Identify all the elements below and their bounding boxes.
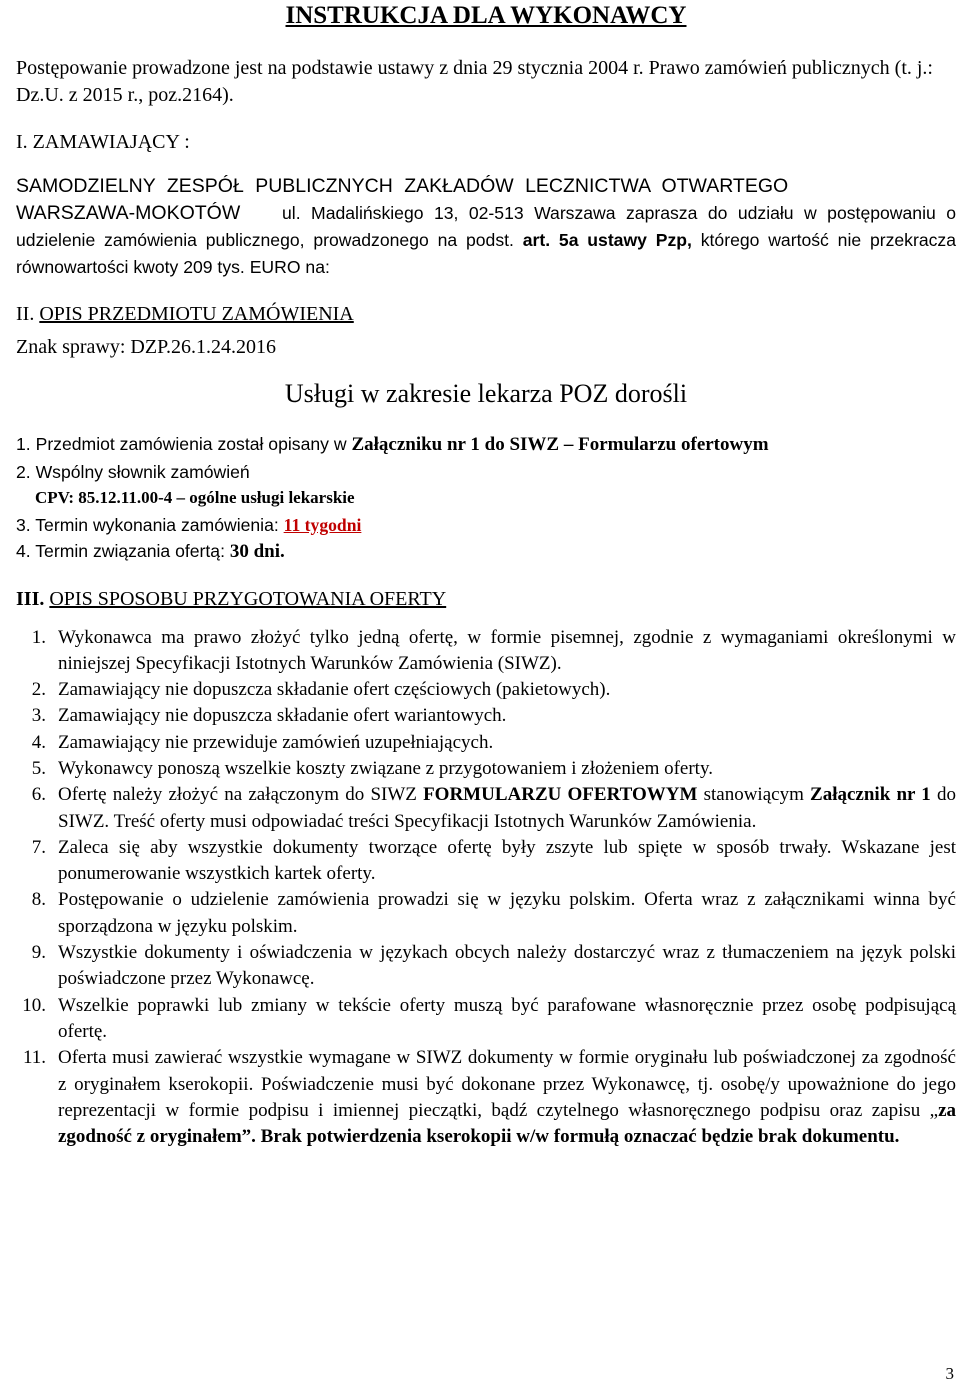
org-name-line — [16, 173, 956, 200]
intro-paragraph: Postępowanie prowadzone jest na podstawie ustawy z dnia 29 stycznia 2004 r. Prawo zamówień publicznych (t. j.: Dz.U. z 2015 r., poz.2164). — [16, 57, 933, 106]
section-3-title: OPIS SPOSOBU PRZYGOTOWANIA OFERTY — [49, 587, 447, 610]
item-bold-text: Załączniku nr 1 do SIWZ – Formularzu ofertowym — [351, 434, 769, 455]
item-number: 2. — [16, 461, 31, 482]
section-2-heading — [16, 303, 956, 326]
item-bold-text: FORMULARZU OFERTOWYM — [423, 784, 698, 806]
item-number: 10. — [22, 994, 46, 1016]
item-number: 1. — [31, 626, 46, 648]
section-2-title: OPIS PRZEDMIOTU ZAMÓWIENIA — [39, 303, 354, 325]
list-item — [16, 431, 956, 459]
org-name-line-1: SAMODZIELNY ZESPÓŁ PUBLICZNYCH ZAKŁADÓW LECZNICTWA OTWARTEGO — [16, 175, 789, 197]
item-text: stanowiącym — [697, 784, 811, 806]
section-2-number: II. — [16, 303, 35, 325]
list-item — [16, 677, 956, 703]
list-item — [16, 512, 956, 539]
list-item — [16, 756, 956, 782]
list-item — [16, 538, 956, 566]
item-number: 3. — [31, 705, 46, 727]
item-number: 3. — [16, 514, 31, 535]
list-item — [16, 993, 956, 1046]
section-2-list — [16, 431, 956, 566]
item-text: Zaleca się aby wszystkie dokumenty tworzące ofertę były zszyte lub spięte w sposób trwały. Wskazane jest ponumerowanie wszystkich kartek oferty. — [58, 836, 956, 885]
legal-basis: art. 5a ustawy Pzp, — [522, 230, 692, 250]
item-number: 4. — [31, 731, 46, 753]
item-text: Wspólny słownik zamówień — [35, 461, 250, 482]
section-1-body — [16, 173, 956, 281]
item-text: Zamawiający nie dopuszcza składanie ofert wariantowych. — [58, 705, 507, 727]
item-text: Oferta musi zawierać wszystkie wymagane w SIWZ dokumenty w formie oryginału lub poświadczonej za zgodność z oryginałem kserokopii. Poświadczenie musi być dokonane przez Wykonawcę, tj. osobę/y upoważnione do jego reprezentacji w formie podpisu i imiennej pieczątki, bądź czytelnego własnoręcznego podpisu oraz zapisu „ — [58, 1047, 956, 1121]
item-text: Wykonawca ma prawo złożyć tylko jedną ofertę, w formie pisemnej, zgodnie z wymaganiami określonymi w niniejszej Specyfikacji Istotnych Warunków Zamówienia (SIWZ). — [58, 626, 956, 674]
case-number: Znak sprawy: DZP.26.1.24.2016 — [16, 336, 276, 358]
item-bold-text: za zgodność z oryginałem”. Brak potwierdzenia kserokopii w/w formułą oznaczać będzie brak dokumentu. — [58, 1099, 956, 1148]
org-name-line-2: WARSZAWA-MOKOTÓW — [16, 202, 241, 224]
item-text: Termin wykonania zamówienia: — [35, 514, 284, 535]
list-item — [16, 1045, 956, 1150]
item-text: Postępowanie o udzielenie zamówienia prowadzi się w języku polskim. Oferta wraz z załącznikami winna być sporządzona w języku polskim. — [58, 889, 956, 937]
cpv-code: CPV: 85.12.11.00-4 – ogólne usługi lekarskie — [35, 488, 355, 507]
section-3-number: III. — [16, 587, 45, 610]
item-number: 9. — [31, 942, 46, 964]
section-3-heading — [16, 588, 956, 611]
item-bold-text: Załącznik nr 1 — [810, 784, 931, 806]
list-item — [16, 730, 956, 756]
item-text: Przedmiot zamówienia został opisany w — [35, 434, 352, 454]
item-number: 2. — [31, 679, 46, 701]
item-number: 6. — [31, 784, 46, 806]
item-text: Zamawiający nie przewiduje zamówień uzupełniających. — [58, 731, 494, 753]
item-number: 5. — [31, 757, 46, 779]
item-number: 8. — [31, 889, 46, 911]
item-bold-text: 30 dni. — [229, 541, 285, 562]
list-item — [16, 625, 956, 678]
item-number: 1. — [16, 434, 31, 454]
page-title: INSTRUKCJA DLA WYKONAWCY — [285, 2, 687, 29]
item-text: Wszystkie dokumenty i oświadczenia w językach obcych należy dostarczyć wraz z tłumaczeniem na język polski poświadczone przez Wykonawcę. — [58, 942, 956, 990]
item-text: do SIWZ. Treść oferty musi odpowiadać treści Specyfikacji Istotnych Warunków Zamówienia. — [58, 784, 956, 832]
list-item — [16, 835, 956, 888]
document-page — [16, 0, 956, 1150]
list-item — [16, 703, 956, 729]
deadline-highlight: 11 tygodni — [283, 514, 362, 535]
list-item — [16, 459, 956, 486]
list-item — [16, 940, 956, 993]
item-text: Ofertę należy złożyć na załączonym do SIWZ — [58, 784, 424, 806]
value-threshold: którego wartość nie przekracza równowartości kwoty 209 tys. EURO na: — [16, 230, 956, 277]
item-text: Zamawiający nie dopuszcza składanie ofert częściowych (pakietowych). — [58, 679, 611, 701]
item-number: 11. — [22, 1047, 46, 1069]
item-number: 4. — [16, 541, 31, 561]
address-text: ul. Madalińskiego 13, 02-513 Warszawa zaprasza do udziału w postępowaniu o udzielenie zamówienia publicznego, prowadzonego na podst. — [16, 203, 956, 250]
item-text: Termin związania ofertą: — [35, 541, 230, 561]
list-item — [16, 887, 956, 940]
section-3-list — [16, 625, 956, 1151]
order-subject: Usługi w zakresie lekarza POZ dorośli — [284, 379, 688, 408]
list-item — [16, 782, 956, 835]
org-address — [16, 200, 956, 281]
item-number: 7. — [31, 836, 46, 858]
section-1-heading: I. ZAMAWIAJĄCY : — [16, 131, 190, 153]
item-text: Wszelkie poprawki lub zmiany w tekście oferty muszą być parafowane własnoręcznie przez osobę podpisującą ofertę. — [58, 994, 956, 1042]
item-text: Wykonawcy ponoszą wszelkie koszty związane z przygotowaniem i złożeniem oferty. — [58, 757, 713, 779]
page-number: 3 — [945, 1364, 954, 1383]
